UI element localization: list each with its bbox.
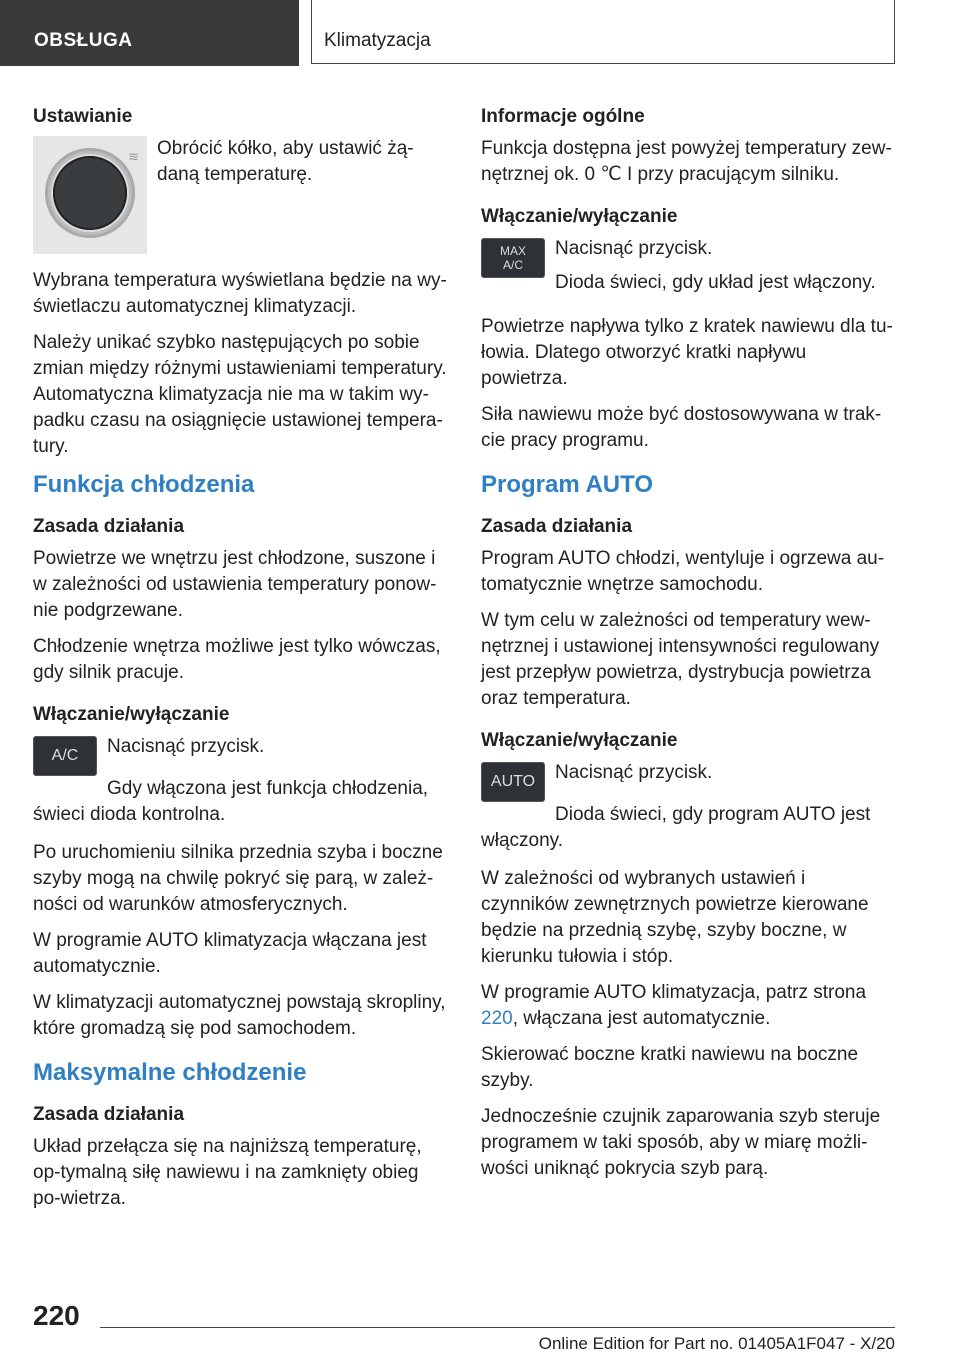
- temperature-knob-image: [33, 136, 147, 254]
- footer-divider: [100, 1327, 895, 1328]
- zasada-heading-3: Zasada działania: [481, 516, 633, 537]
- knob-figure: [33, 136, 449, 254]
- info-heading: Informacje ogólne: [481, 106, 645, 127]
- right-para-1: Powietrze napływa tylko z kratek nawiewu dla tu-łowia. Dlatego otworzyć kratki napływu powietrza.: [481, 316, 893, 389]
- section-tab: [0, 0, 299, 66]
- auto-button-image: AUTO: [481, 762, 545, 802]
- zasada-2-para: Układ przełącza się na najniższą temperaturę, op-tymalną siłę nawiewu i na zamknięty obieg po-wietrza.: [33, 1136, 422, 1209]
- ac-line-2: Gdy włączona jest funkcja chłodzenia, świeci dioda kontrolna.: [33, 778, 429, 825]
- zasada-heading-1: Zasada działania: [33, 516, 185, 537]
- zasada-1-para-1: Powietrze we wnętrzu jest chłodzone, suszone i w zależności od ustawienia temperatury ponow-nie podgrzewane.: [33, 548, 437, 621]
- maxac-line-1: Nacisnąć przycisk.: [555, 238, 713, 259]
- zasada-3-para-2: W tym celu w zależności od temperatury wew-nętrznej i ustawionej intensywności regulowany jest przepływ powietrza, dystrybucja powietrza oraz temperatura.: [481, 610, 880, 709]
- knob-caption: Obrócić kółko, aby ustawić żą-daną temperaturę.: [157, 138, 414, 185]
- right-para-5: Skierować boczne kratki nawiewu na boczne szyby.: [481, 1044, 859, 1091]
- right-column: [481, 104, 897, 1192]
- heat-icon: ≋: [128, 149, 137, 164]
- maxac-line-2: Dioda świeci, gdy układ jest włączony.: [555, 272, 876, 293]
- maxac-button-image: MAX A/C: [481, 238, 545, 278]
- ustawianie-heading: Ustawianie: [33, 106, 133, 127]
- maxac-figure: [481, 236, 897, 304]
- page-header: [0, 0, 960, 66]
- zasada-heading-2: Zasada działania: [33, 1104, 185, 1125]
- zasada-3-para-1: Program AUTO chłodzi, wentyluje i ogrzewa au-tomatycznie wnętrze samochodu.: [481, 548, 885, 595]
- auto-figure: [481, 760, 897, 802]
- ac-button-image: A/C: [33, 736, 97, 776]
- onoff-heading-3: Włączanie/wyłączanie: [481, 730, 678, 751]
- ac-figure: [33, 734, 449, 776]
- page-link[interactable]: 220: [481, 1008, 513, 1029]
- left-para-2: Należy unikać szybko następujących po sobie zmian między różnymi ustawieniami temperatury. Automatyczna klimatyzacja nie ma w takim wy-padku czasu na osiągnięcie ustawionej tempera-tury.: [33, 332, 447, 457]
- chapter-title: Klimatyzacja: [324, 30, 431, 51]
- onoff-heading-1: Włączanie/wyłączanie: [33, 704, 230, 725]
- right-para-3: W zależności od wybranych ustawień i czynników zewnętrznych powietrze kierowane będzie na przednią szybę, szyby boczne, w kierunku tułowia i stóp.: [481, 868, 869, 967]
- left-para-4: W programie AUTO klimatyzacja włączana jest automatycznie.: [33, 930, 427, 977]
- info-para: Funkcja dostępna jest powyżej temperatury zew-nętrznej ok. 0 ℃ I przy pracującym silniku.: [481, 138, 892, 185]
- max-cooling-heading: Maksymalne chłodzenie: [33, 1059, 307, 1086]
- auto-line-1: Nacisnąć przycisk.: [555, 762, 713, 783]
- auto-heading: Program AUTO: [481, 471, 654, 498]
- onoff-heading-2: Włączanie/wyłączanie: [481, 206, 678, 227]
- zasada-1-para-2: Chłodzenie wnętrza możliwe jest tylko wówczas, gdy silnik pracuje.: [33, 636, 441, 683]
- left-para-1: Wybrana temperatura wyświetlana będzie na wy-świetlaczu automatycznej klimatyzacji.: [33, 270, 447, 317]
- ac-line-1: Nacisnąć przycisk.: [107, 736, 265, 757]
- right-para-6: Jednocześnie czujnik zaparowania szyb steruje programem w taki sposób, aby w miarę możli-wości uniknąć pokrycia szyb parą.: [481, 1106, 881, 1179]
- section-label: OBSŁUGA: [34, 30, 133, 51]
- cooling-heading: Funkcja chłodzenia: [33, 471, 255, 498]
- right-para-2: Siła nawiewu może być dostosowywana w trak-cie pracy programu.: [481, 404, 882, 451]
- auto-line-2: Dioda świeci, gdy program AUTO jest włączony.: [481, 804, 871, 851]
- edition-note: Online Edition for Part no. 01405A1F047 - X/20: [538, 1334, 895, 1353]
- left-para-3: Po uruchomieniu silnika przednia szyba i boczne szyby mogą na chwilę pokryć się parą, w zależ-ności od warunków atmosferycznych.: [33, 842, 443, 915]
- left-para-5: W klimatyzacji automatycznej powstają skropliny, które gromadzą się pod samochodem.: [33, 992, 446, 1039]
- left-column: [33, 104, 449, 1222]
- right-para-4: W programie AUTO klimatyzacja, patrz strona 220, włączana jest automatycznie.: [481, 982, 867, 1029]
- page-number: 220: [33, 1300, 80, 1331]
- chapter-title-box: [311, 0, 895, 64]
